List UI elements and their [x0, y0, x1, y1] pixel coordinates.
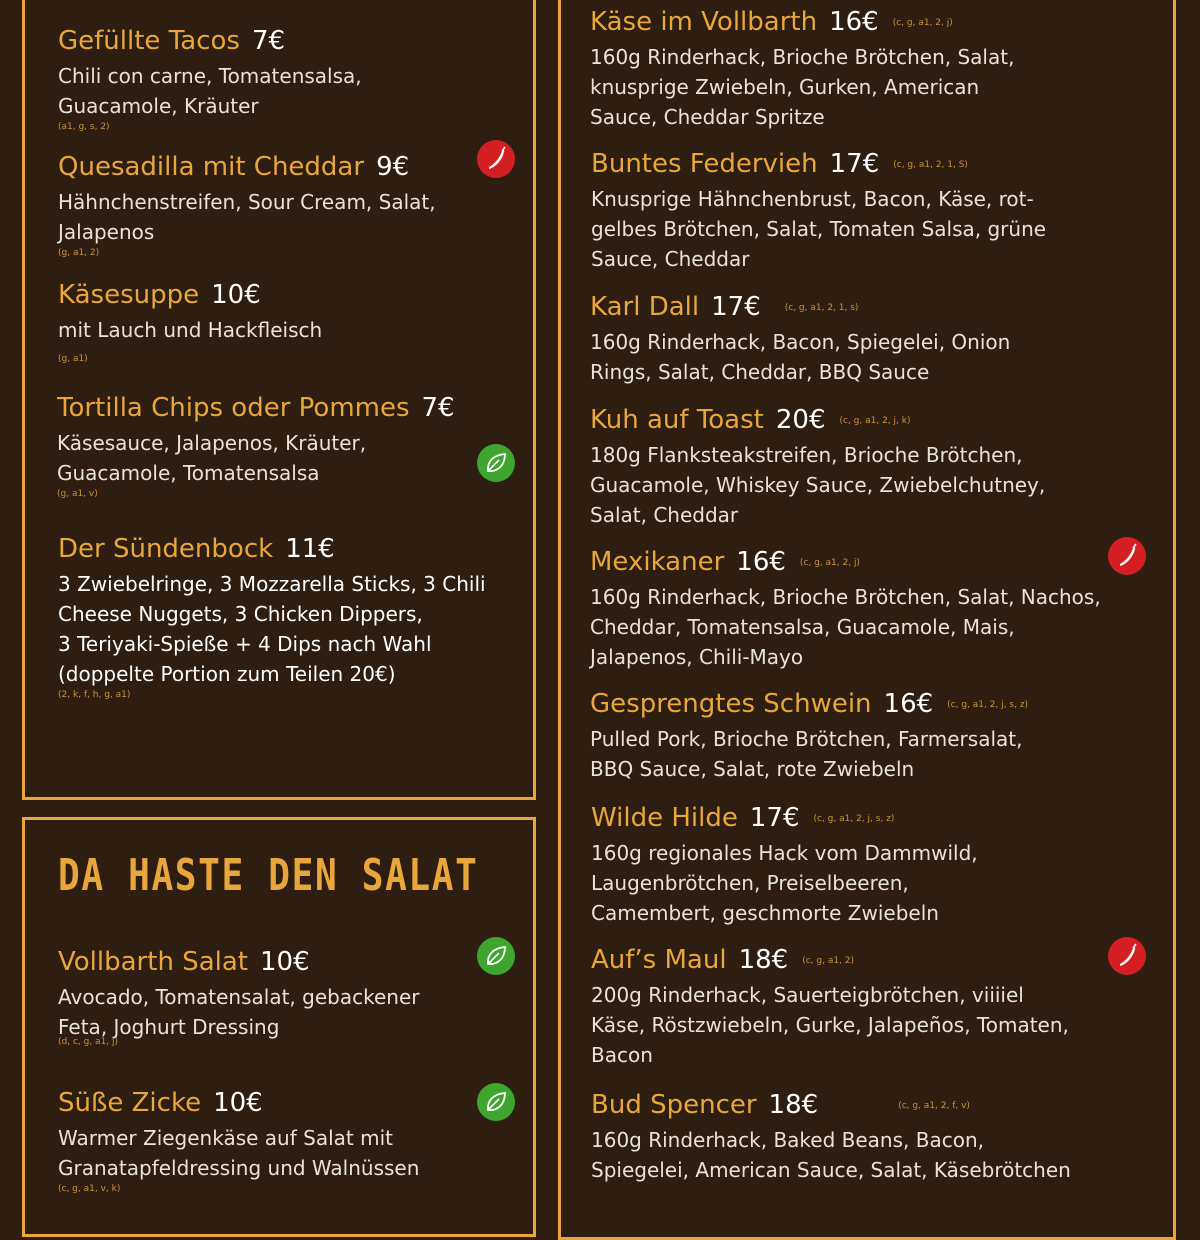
allergen-codes: (g, a1, 2): [58, 248, 100, 258]
item-description: 160g regionales Hack vom Dammwild, Laugenbrötchen, Preiselbeeren, Camembert, geschmorte Zwiebeln: [591, 841, 978, 925]
allergen-codes: (c, g, a1, 2, 1, S): [893, 160, 968, 170]
item-price: 18€: [738, 945, 789, 975]
item-price: 11€: [285, 534, 335, 564]
menu-item: [590, 405, 1045, 530]
leaf-icon: [477, 444, 515, 482]
chili-icon: [477, 140, 515, 178]
allergen-codes: (c, g, a1, 2, j, s, z): [947, 700, 1029, 710]
leaf-icon: [477, 1083, 515, 1121]
item-description: mit Lauch und Hackfleisch: [58, 318, 323, 342]
chili-icon: [1108, 537, 1146, 575]
item-description: 160g Rinderhack, Brioche Brötchen, Salat, knusprige Zwiebeln, Gurken, American Sauce, Cheddar Spritze: [590, 45, 1015, 129]
menu-item: [591, 945, 1069, 1070]
item-description: 200g Rinderhack, Sauerteigbrötchen, viiiiel Käse, Röstzwiebeln, Gurke, Jalapeños, Tomaten, Bacon: [591, 983, 1069, 1067]
allergen-codes: (c, g, a1, v, k): [58, 1184, 121, 1194]
allergen-codes: (c, g, a1, 2): [802, 956, 855, 966]
allergen-codes: (g, a1, v): [57, 489, 98, 499]
item-price: 18€: [768, 1090, 819, 1120]
item-name: Käse im Vollbarth: [590, 7, 818, 37]
menu-item: [591, 803, 978, 928]
item-description: 180g Flanksteakstreifen, Brioche Brötchen, Guacamole, Whiskey Sauce, Zwiebelchutney, Salat, Cheddar: [590, 443, 1046, 527]
leaf-icon: [477, 937, 515, 975]
item-description: Avocado, Tomatensalat, gebackener Feta, Joghurt Dressing: [58, 985, 420, 1039]
item-description: Käsesauce, Jalapenos, Kräuter, Guacamole, Tomatensalsa: [57, 431, 367, 485]
menu-item: [58, 26, 362, 133]
item-description: 160g Rinderhack, Baked Beans, Bacon, Spiegelei, American Sauce, Salat, Käsebrötchen: [591, 1128, 1071, 1182]
item-price: 7€: [251, 26, 286, 56]
item-description: Knusprige Hähnchenbrust, Bacon, Käse, rot- gelbes Brötchen, Salat, Tomaten Salsa, grüne Sauce, Cheddar: [591, 187, 1047, 271]
item-name: Karl Dall: [590, 292, 700, 322]
item-price: 17€: [829, 149, 880, 179]
section-heading: DA HASTE DEN SALAT: [58, 850, 479, 901]
item-name: Süße Zicke: [58, 1088, 202, 1118]
item-price: 20€: [775, 405, 826, 435]
menu-item: [58, 152, 436, 259]
item-price: 17€: [749, 803, 800, 833]
item-name: Mexikaner: [590, 547, 725, 577]
item-name: Vollbarth Salat: [58, 947, 248, 977]
item-name: Tortilla Chips oder Pommes: [57, 393, 410, 423]
item-description: 3 Zwiebelringe, 3 Mozzarella Sticks, 3 Chili Cheese Nuggets, 3 Chicken Dippers, 3 Teriyaki-Spieße + 4 Dips nach Wahl (doppelte Portion zum Teilen 20€): [58, 572, 486, 686]
item-price: 16€: [736, 547, 786, 577]
allergen-codes: (c, g, a1, 2, f, v): [898, 1101, 970, 1111]
item-name: Quesadilla mit Cheddar: [58, 152, 365, 182]
allergen-codes: (c, g, a1, 2, 1, s): [784, 303, 859, 313]
item-name: Auf’s Maul: [591, 945, 727, 975]
item-description: 160g Rinderhack, Brioche Brötchen, Salat, Nachos, Cheddar, Tomatensalsa, Guacamole, Mais, Jalapenos, Chili-Mayo: [590, 585, 1101, 669]
item-price: 10€: [213, 1088, 263, 1118]
item-description: Chili con carne, Tomatensalsa, Guacamole, Kräuter: [58, 64, 362, 118]
menu-item: [590, 7, 1014, 132]
item-name: Kuh auf Toast: [590, 405, 764, 435]
menu-item: [57, 393, 455, 500]
item-name: Bud Spencer: [591, 1090, 757, 1120]
item-description: Warmer Ziegenkäse auf Salat mit Granatapfeldressing und Walnüssen: [58, 1126, 420, 1180]
menu-item: [591, 1090, 1071, 1185]
item-name: Käsesuppe: [58, 280, 200, 310]
allergen-codes: (a1, g, s, 2): [58, 122, 110, 132]
item-price: 7€: [421, 393, 455, 423]
menu-item: [590, 547, 1101, 672]
allergen-codes: (c, g, a1, 2, j): [799, 558, 860, 568]
item-description: 160g Rinderhack, Bacon, Spiegelei, Onion Rings, Salat, Cheddar, BBQ Sauce: [590, 330, 1011, 384]
menu-item: [590, 292, 1010, 387]
menu-item: [58, 1088, 419, 1195]
allergen-codes: (g, a1): [58, 354, 88, 364]
item-price: 10€: [211, 280, 261, 310]
menu-item: [590, 689, 1028, 784]
item-name: Gefüllte Tacos: [58, 26, 240, 56]
item-description: Pulled Pork, Brioche Brötchen, Farmersalat, BBQ Sauce, Salat, rote Zwiebeln: [590, 727, 1023, 781]
item-name: Der Sündenbock: [58, 534, 274, 564]
item-price: 16€: [829, 7, 879, 37]
menu-item: [58, 534, 486, 701]
allergen-codes: (d, c, g, a1, j): [58, 1037, 119, 1047]
allergen-codes: (c, g, a1, 2, j, k): [839, 416, 911, 426]
item-name: Buntes Federvieh: [591, 149, 818, 179]
chili-icon: [1108, 937, 1146, 975]
item-price: 17€: [711, 292, 761, 322]
item-price: 10€: [259, 947, 310, 977]
item-description: Hähnchenstreifen, Sour Cream, Salat, Jalapenos: [58, 190, 436, 244]
item-price: 9€: [376, 152, 410, 182]
menu-item: [58, 947, 419, 1048]
menu-item: [58, 280, 322, 365]
allergen-codes: (c, g, a1, 2, j): [892, 18, 953, 28]
allergen-codes: (c, g, a1, 2, j, s, z): [813, 814, 895, 824]
item-name: Gesprengtes Schwein: [590, 689, 872, 719]
menu-item: [591, 149, 1046, 274]
item-price: 16€: [883, 689, 934, 719]
item-name: Wilde Hilde: [591, 803, 738, 833]
allergen-codes: (2, k, f, h, g, a1): [58, 690, 131, 700]
